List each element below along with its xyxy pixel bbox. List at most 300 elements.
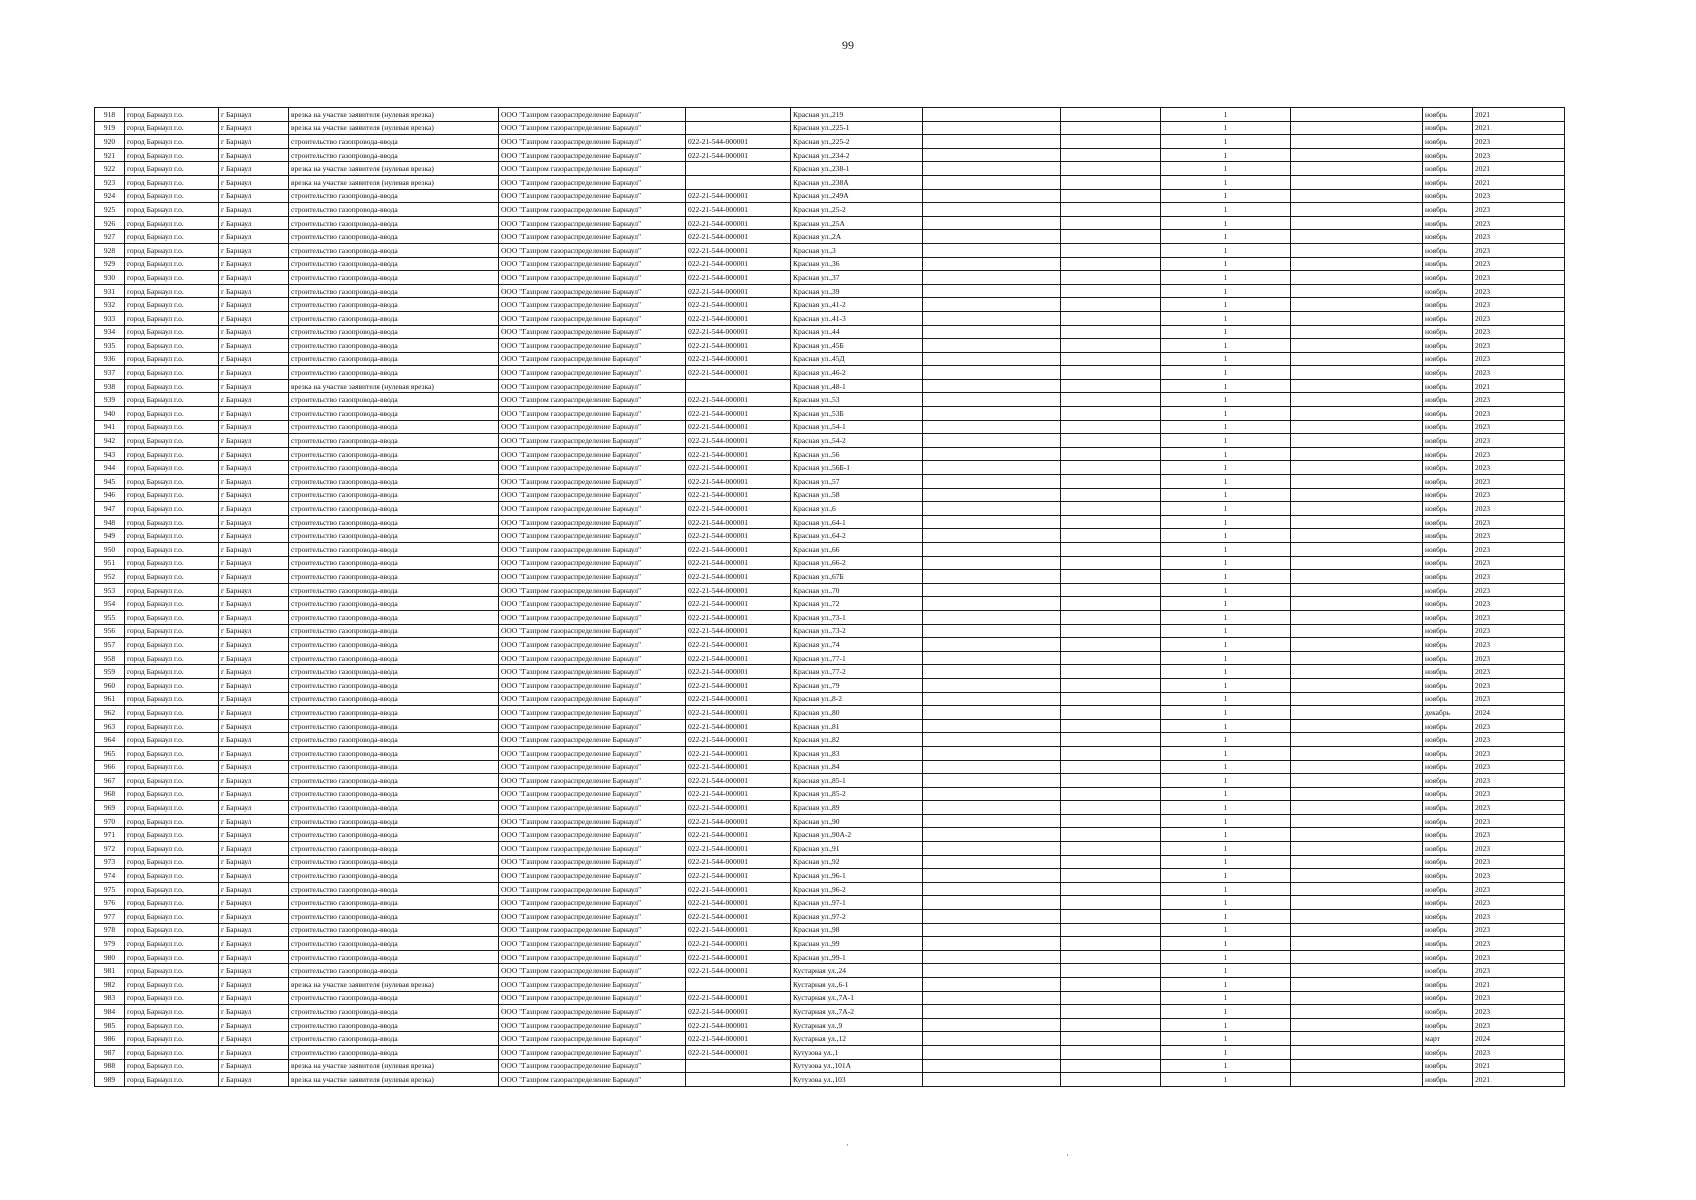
table-row	[95, 393, 1565, 407]
year-cell: 2023	[1473, 135, 1565, 149]
row-number-cell: 934	[95, 325, 125, 339]
quantity-cell: 1	[1161, 434, 1291, 448]
registry-number-cell: 022-21-544-000001	[686, 556, 791, 570]
address-cell: Красная ул.,25-2	[791, 203, 923, 217]
organization-cell: ООО "Газпром газораспределение Барнаул"	[499, 447, 686, 461]
year-cell: 2021	[1473, 1059, 1565, 1073]
row-number-cell: 985	[95, 1018, 125, 1032]
empty-cell-cell	[1061, 108, 1161, 122]
organization-cell: ООО "Газпром газораспределение Барнаул"	[499, 964, 686, 978]
quantity-cell: 1	[1161, 869, 1291, 883]
organization-cell: ООО "Газпром газораспределение Барнаул"	[499, 774, 686, 788]
organization-cell: ООО "Газпром газораспределение Барнаул"	[499, 624, 686, 638]
work-type-cell: врезка на участке заявителя (нулевая врезка)	[289, 379, 499, 393]
row-number-cell: 982	[95, 978, 125, 992]
registry-number-cell: 022-21-544-000001	[686, 760, 791, 774]
registry-number-cell: 022-21-544-000001	[686, 488, 791, 502]
locality-cell: г Барнаул	[219, 271, 289, 285]
empty-cell-cell	[1061, 556, 1161, 570]
locality-cell: г Барнаул	[219, 570, 289, 584]
locality-cell: г Барнаул	[219, 148, 289, 162]
municipality-cell: город Барнаул г.о.	[125, 379, 219, 393]
municipality-cell: город Барнаул г.о.	[125, 162, 219, 176]
organization-cell: ООО "Газпром газораспределение Барнаул"	[499, 1045, 686, 1059]
locality-cell: г Барнаул	[219, 692, 289, 706]
empty-cell-cell	[923, 828, 1061, 842]
address-cell: Кустарная ул.,9	[791, 1018, 923, 1032]
month-cell: ноябрь	[1423, 828, 1473, 842]
locality-cell: г Барнаул	[219, 515, 289, 529]
locality-cell: г Барнаул	[219, 746, 289, 760]
organization-cell: ООО "Газпром газораспределение Барнаул"	[499, 665, 686, 679]
address-cell: Кутузова ул.,1	[791, 1045, 923, 1059]
empty-cell-cell	[923, 108, 1061, 122]
row-number-cell: 989	[95, 1073, 125, 1087]
address-cell: Красная ул.,77-1	[791, 651, 923, 665]
organization-cell: ООО "Газпром газораспределение Барнаул"	[499, 243, 686, 257]
registry-number-cell: 022-21-544-000001	[686, 502, 791, 516]
month-cell: ноябрь	[1423, 950, 1473, 964]
address-cell: Красная ул.,90	[791, 814, 923, 828]
organization-cell: ООО "Газпром газораспределение Барнаул"	[499, 121, 686, 135]
row-number-cell: 950	[95, 543, 125, 557]
row-number-cell: 931	[95, 284, 125, 298]
empty-cell-cell	[1291, 896, 1423, 910]
organization-cell: ООО "Газпром газораспределение Барнаул"	[499, 311, 686, 325]
locality-cell: г Барнаул	[219, 488, 289, 502]
month-cell: ноябрь	[1423, 339, 1473, 353]
locality-cell: г Барнаул	[219, 706, 289, 720]
empty-cell-cell	[923, 257, 1061, 271]
locality-cell: г Барнаул	[219, 1045, 289, 1059]
organization-cell: ООО "Газпром газораспределение Барнаул"	[499, 1018, 686, 1032]
row-number-cell: 924	[95, 189, 125, 203]
municipality-cell: город Барнаул г.о.	[125, 610, 219, 624]
address-cell: Красная ул.,66-2	[791, 556, 923, 570]
locality-cell: г Барнаул	[219, 325, 289, 339]
empty-cell-cell	[1291, 678, 1423, 692]
table-row	[95, 148, 1565, 162]
empty-cell-cell	[1061, 393, 1161, 407]
table-row	[95, 502, 1565, 516]
year-cell: 2023	[1473, 746, 1565, 760]
month-cell: ноябрь	[1423, 175, 1473, 189]
municipality-cell: город Барнаул г.о.	[125, 1073, 219, 1087]
registry-number-cell: 022-21-544-000001	[686, 964, 791, 978]
row-number-cell: 979	[95, 937, 125, 951]
month-cell: ноябрь	[1423, 964, 1473, 978]
registry-number-cell: 022-21-544-000001	[686, 774, 791, 788]
address-cell: Кустарная ул.,24	[791, 964, 923, 978]
year-cell: 2023	[1473, 923, 1565, 937]
address-cell: Красная ул.,67Б	[791, 570, 923, 584]
registry-number-cell: 022-21-544-000001	[686, 1018, 791, 1032]
empty-cell-cell	[1061, 475, 1161, 489]
quantity-cell: 1	[1161, 189, 1291, 203]
empty-cell-cell	[923, 1032, 1061, 1046]
row-number-cell: 929	[95, 257, 125, 271]
locality-cell: г Барнаул	[219, 379, 289, 393]
year-cell: 2023	[1473, 855, 1565, 869]
table-row	[95, 610, 1565, 624]
empty-cell-cell	[923, 638, 1061, 652]
registry-number-cell: 022-21-544-000001	[686, 692, 791, 706]
registry-number-cell: 022-21-544-000001	[686, 828, 791, 842]
address-cell: Красная ул.,85-1	[791, 774, 923, 788]
table-row	[95, 271, 1565, 285]
organization-cell: ООО "Газпром газораспределение Барнаул"	[499, 1005, 686, 1019]
address-cell: Красная ул.,238А	[791, 175, 923, 189]
month-cell: ноябрь	[1423, 746, 1473, 760]
month-cell: ноябрь	[1423, 407, 1473, 421]
organization-cell: ООО "Газпром газораспределение Барнаул"	[499, 488, 686, 502]
registry-number-cell: 022-21-544-000001	[686, 950, 791, 964]
table-row	[95, 733, 1565, 747]
row-number-cell: 962	[95, 706, 125, 720]
empty-cell-cell	[1061, 801, 1161, 815]
empty-cell-cell	[923, 420, 1061, 434]
registry-number-cell: 022-21-544-000001	[686, 216, 791, 230]
row-number-cell: 920	[95, 135, 125, 149]
locality-cell: г Барнаул	[219, 1032, 289, 1046]
locality-cell: г Барнаул	[219, 978, 289, 992]
empty-cell-cell	[1291, 583, 1423, 597]
empty-cell-cell	[1291, 1032, 1423, 1046]
address-cell: Красная ул.,238-1	[791, 162, 923, 176]
empty-cell-cell	[923, 651, 1061, 665]
empty-cell-cell	[923, 624, 1061, 638]
quantity-cell: 1	[1161, 148, 1291, 162]
work-type-cell: строительство газопровода-ввода	[289, 896, 499, 910]
row-number-cell: 949	[95, 529, 125, 543]
empty-cell-cell	[1291, 746, 1423, 760]
organization-cell: ООО "Газпром газораспределение Барнаул"	[499, 719, 686, 733]
table-row	[95, 339, 1565, 353]
quantity-cell: 1	[1161, 570, 1291, 584]
year-cell: 2023	[1473, 216, 1565, 230]
table-row	[95, 937, 1565, 951]
registry-number-cell: 022-21-544-000001	[686, 529, 791, 543]
table-row	[95, 257, 1565, 271]
row-number-cell: 956	[95, 624, 125, 638]
registry-number-cell: 022-21-544-000001	[686, 1045, 791, 1059]
organization-cell: ООО "Газпром газораспределение Барнаул"	[499, 135, 686, 149]
address-cell: Красная ул.,25А	[791, 216, 923, 230]
work-type-cell: строительство газопровода-ввода	[289, 624, 499, 638]
address-cell: Красная ул.,41-2	[791, 298, 923, 312]
municipality-cell: город Барнаул г.о.	[125, 434, 219, 448]
table-row	[95, 787, 1565, 801]
registry-number-cell: 022-21-544-000001	[686, 869, 791, 883]
empty-cell-cell	[1291, 284, 1423, 298]
year-cell: 2023	[1473, 271, 1565, 285]
empty-cell-cell	[1291, 733, 1423, 747]
month-cell: ноябрь	[1423, 610, 1473, 624]
month-cell: ноябрь	[1423, 624, 1473, 638]
organization-cell: ООО "Газпром газораспределение Барнаул"	[499, 1059, 686, 1073]
month-cell: ноябрь	[1423, 923, 1473, 937]
locality-cell: г Барнаул	[219, 502, 289, 516]
municipality-cell: город Барнаул г.о.	[125, 950, 219, 964]
work-type-cell: строительство газопровода-ввода	[289, 461, 499, 475]
table-row	[95, 896, 1565, 910]
empty-cell-cell	[923, 379, 1061, 393]
register-sheet	[94, 107, 1565, 1087]
quantity-cell: 1	[1161, 216, 1291, 230]
municipality-cell: город Барнаул г.о.	[125, 583, 219, 597]
table-row	[95, 298, 1565, 312]
quantity-cell: 1	[1161, 121, 1291, 135]
table-row	[95, 216, 1565, 230]
address-cell: Красная ул.,37	[791, 271, 923, 285]
month-cell: ноябрь	[1423, 121, 1473, 135]
empty-cell-cell	[1061, 855, 1161, 869]
row-number-cell: 942	[95, 434, 125, 448]
row-number-cell: 988	[95, 1059, 125, 1073]
municipality-cell: город Барнаул г.о.	[125, 515, 219, 529]
row-number-cell: 970	[95, 814, 125, 828]
empty-cell-cell	[1061, 923, 1161, 937]
quantity-cell: 1	[1161, 203, 1291, 217]
empty-cell-cell	[1061, 271, 1161, 285]
work-type-cell: врезка на участке заявителя (нулевая врезка)	[289, 121, 499, 135]
empty-cell-cell	[923, 311, 1061, 325]
empty-cell-cell	[923, 488, 1061, 502]
empty-cell-cell	[1061, 774, 1161, 788]
month-cell: ноябрь	[1423, 216, 1473, 230]
row-number-cell: 921	[95, 148, 125, 162]
quantity-cell: 1	[1161, 339, 1291, 353]
empty-cell-cell	[1291, 774, 1423, 788]
address-cell: Красная ул.,225-1	[791, 121, 923, 135]
table-row	[95, 991, 1565, 1005]
organization-cell: ООО "Газпром газораспределение Барнаул"	[499, 352, 686, 366]
row-number-cell: 930	[95, 271, 125, 285]
locality-cell: г Барнаул	[219, 937, 289, 951]
year-cell: 2023	[1473, 543, 1565, 557]
municipality-cell: город Барнаул г.о.	[125, 420, 219, 434]
organization-cell: ООО "Газпром газораспределение Барнаул"	[499, 379, 686, 393]
organization-cell: ООО "Газпром газораспределение Барнаул"	[499, 910, 686, 924]
row-number-cell: 958	[95, 651, 125, 665]
row-number-cell: 977	[95, 910, 125, 924]
locality-cell: г Барнаул	[219, 774, 289, 788]
quantity-cell: 1	[1161, 352, 1291, 366]
month-cell: ноябрь	[1423, 257, 1473, 271]
locality-cell: г Барнаул	[219, 461, 289, 475]
table-row	[95, 746, 1565, 760]
quantity-cell: 1	[1161, 978, 1291, 992]
address-cell: Красная ул.,53Б	[791, 407, 923, 421]
work-type-cell: строительство газопровода-ввода	[289, 189, 499, 203]
empty-cell-cell	[1291, 624, 1423, 638]
organization-cell: ООО "Газпром газораспределение Барнаул"	[499, 203, 686, 217]
table-row	[95, 230, 1565, 244]
table-row	[95, 842, 1565, 856]
quantity-cell: 1	[1161, 678, 1291, 692]
registry-number-cell: 022-21-544-000001	[686, 257, 791, 271]
organization-cell: ООО "Газпром газораспределение Барнаул"	[499, 257, 686, 271]
registry-number-cell: 022-21-544-000001	[686, 882, 791, 896]
row-number-cell: 967	[95, 774, 125, 788]
organization-cell: ООО "Газпром газораспределение Барнаул"	[499, 991, 686, 1005]
year-cell: 2023	[1473, 1018, 1565, 1032]
address-cell: Красная ул.,66	[791, 543, 923, 557]
locality-cell: г Барнаул	[219, 1059, 289, 1073]
row-number-cell: 981	[95, 964, 125, 978]
municipality-cell: город Барнаул г.о.	[125, 447, 219, 461]
registry-number-cell: 022-21-544-000001	[686, 434, 791, 448]
month-cell: ноябрь	[1423, 447, 1473, 461]
address-cell: Красная ул.,45Д	[791, 352, 923, 366]
work-type-cell: строительство газопровода-ввода	[289, 135, 499, 149]
registry-number-cell: 022-21-544-000001	[686, 746, 791, 760]
work-type-cell: строительство газопровода-ввода	[289, 910, 499, 924]
municipality-cell: город Барнаул г.о.	[125, 774, 219, 788]
locality-cell: г Барнаул	[219, 964, 289, 978]
locality-cell: г Барнаул	[219, 665, 289, 679]
empty-cell-cell	[1291, 910, 1423, 924]
row-number-cell: 964	[95, 733, 125, 747]
organization-cell: ООО "Газпром газораспределение Барнаул"	[499, 706, 686, 720]
work-type-cell: врезка на участке заявителя (нулевая врезка)	[289, 175, 499, 189]
table-row	[95, 1073, 1565, 1087]
work-type-cell: врезка на участке заявителя (нулевая врезка)	[289, 108, 499, 122]
year-cell: 2023	[1473, 882, 1565, 896]
month-cell: ноябрь	[1423, 583, 1473, 597]
locality-cell: г Барнаул	[219, 719, 289, 733]
empty-cell-cell	[923, 189, 1061, 203]
municipality-cell: город Барнаул г.о.	[125, 108, 219, 122]
table-row	[95, 488, 1565, 502]
organization-cell: ООО "Газпром газораспределение Барнаул"	[499, 393, 686, 407]
work-type-cell: строительство газопровода-ввода	[289, 828, 499, 842]
registry-number-cell: 022-21-544-000001	[686, 366, 791, 380]
municipality-cell: город Барнаул г.о.	[125, 733, 219, 747]
quantity-cell: 1	[1161, 488, 1291, 502]
empty-cell-cell	[1291, 964, 1423, 978]
table-row	[95, 189, 1565, 203]
table-row	[95, 692, 1565, 706]
empty-cell-cell	[923, 678, 1061, 692]
locality-cell: г Барнаул	[219, 475, 289, 489]
locality-cell: г Барнаул	[219, 624, 289, 638]
registry-number-cell: 022-21-544-000001	[686, 543, 791, 557]
work-type-cell: строительство газопровода-ввода	[289, 651, 499, 665]
municipality-cell: город Барнаул г.о.	[125, 311, 219, 325]
work-type-cell: строительство газопровода-ввода	[289, 869, 499, 883]
address-cell: Красная ул.,39	[791, 284, 923, 298]
empty-cell-cell	[923, 978, 1061, 992]
empty-cell-cell	[1291, 298, 1423, 312]
organization-cell: ООО "Газпром газораспределение Барнаул"	[499, 325, 686, 339]
empty-cell-cell	[923, 230, 1061, 244]
registry-number-cell: 022-21-544-000001	[686, 814, 791, 828]
locality-cell: г Барнаул	[219, 189, 289, 203]
organization-cell: ООО "Газпром газораспределение Барнаул"	[499, 842, 686, 856]
month-cell: ноябрь	[1423, 896, 1473, 910]
quantity-cell: 1	[1161, 325, 1291, 339]
municipality-cell: город Барнаул г.о.	[125, 760, 219, 774]
empty-cell-cell	[1291, 108, 1423, 122]
empty-cell-cell	[1061, 502, 1161, 516]
empty-cell-cell	[1291, 121, 1423, 135]
empty-cell-cell	[1061, 950, 1161, 964]
month-cell: ноябрь	[1423, 189, 1473, 203]
month-cell: ноябрь	[1423, 556, 1473, 570]
table-row	[95, 543, 1565, 557]
empty-cell-cell	[1061, 896, 1161, 910]
address-cell: Кустарная ул.,6-1	[791, 978, 923, 992]
address-cell: Красная ул.,41-3	[791, 311, 923, 325]
month-cell: декабрь	[1423, 706, 1473, 720]
municipality-cell: город Барнаул г.о.	[125, 352, 219, 366]
locality-cell: г Барнаул	[219, 175, 289, 189]
municipality-cell: город Барнаул г.о.	[125, 257, 219, 271]
quantity-cell: 1	[1161, 175, 1291, 189]
registry-number-cell	[686, 175, 791, 189]
table-row	[95, 1032, 1565, 1046]
empty-cell-cell	[1291, 610, 1423, 624]
municipality-cell: город Барнаул г.о.	[125, 746, 219, 760]
organization-cell: ООО "Газпром газораспределение Барнаул"	[499, 896, 686, 910]
quantity-cell: 1	[1161, 162, 1291, 176]
month-cell: ноябрь	[1423, 393, 1473, 407]
locality-cell: г Барнаул	[219, 651, 289, 665]
empty-cell-cell	[1061, 284, 1161, 298]
locality-cell: г Барнаул	[219, 529, 289, 543]
locality-cell: г Барнаул	[219, 135, 289, 149]
organization-cell: ООО "Газпром газораспределение Барнаул"	[499, 978, 686, 992]
empty-cell-cell	[1061, 1073, 1161, 1087]
work-type-cell: строительство газопровода-ввода	[289, 787, 499, 801]
month-cell: ноябрь	[1423, 733, 1473, 747]
empty-cell-cell	[923, 583, 1061, 597]
year-cell: 2023	[1473, 896, 1565, 910]
table-row	[95, 121, 1565, 135]
work-type-cell: строительство газопровода-ввода	[289, 393, 499, 407]
year-cell: 2023	[1473, 583, 1565, 597]
quantity-cell: 1	[1161, 311, 1291, 325]
empty-cell-cell	[923, 692, 1061, 706]
municipality-cell: город Барнаул г.о.	[125, 284, 219, 298]
empty-cell-cell	[923, 733, 1061, 747]
work-type-cell: строительство газопровода-ввода	[289, 1045, 499, 1059]
address-cell: Красная ул.,219	[791, 108, 923, 122]
locality-cell: г Барнаул	[219, 787, 289, 801]
empty-cell-cell	[1061, 597, 1161, 611]
work-type-cell: строительство газопровода-ввода	[289, 950, 499, 964]
address-cell: Красная ул.,2А	[791, 230, 923, 244]
locality-cell: г Барнаул	[219, 216, 289, 230]
row-number-cell: 980	[95, 950, 125, 964]
month-cell: ноябрь	[1423, 420, 1473, 434]
month-cell: ноябрь	[1423, 1059, 1473, 1073]
table-row	[95, 434, 1565, 448]
empty-cell-cell	[1061, 325, 1161, 339]
year-cell: 2023	[1473, 733, 1565, 747]
address-cell: Кутузова ул.,101А	[791, 1059, 923, 1073]
registry-number-cell: 022-21-544-000001	[686, 570, 791, 584]
year-cell: 2023	[1473, 719, 1565, 733]
organization-cell: ООО "Газпром газораспределение Барнаул"	[499, 529, 686, 543]
municipality-cell: город Барнаул г.о.	[125, 923, 219, 937]
empty-cell-cell	[923, 216, 1061, 230]
month-cell: ноябрь	[1423, 475, 1473, 489]
empty-cell-cell	[923, 434, 1061, 448]
address-cell: Красная ул.,48-1	[791, 379, 923, 393]
table-row	[95, 719, 1565, 733]
